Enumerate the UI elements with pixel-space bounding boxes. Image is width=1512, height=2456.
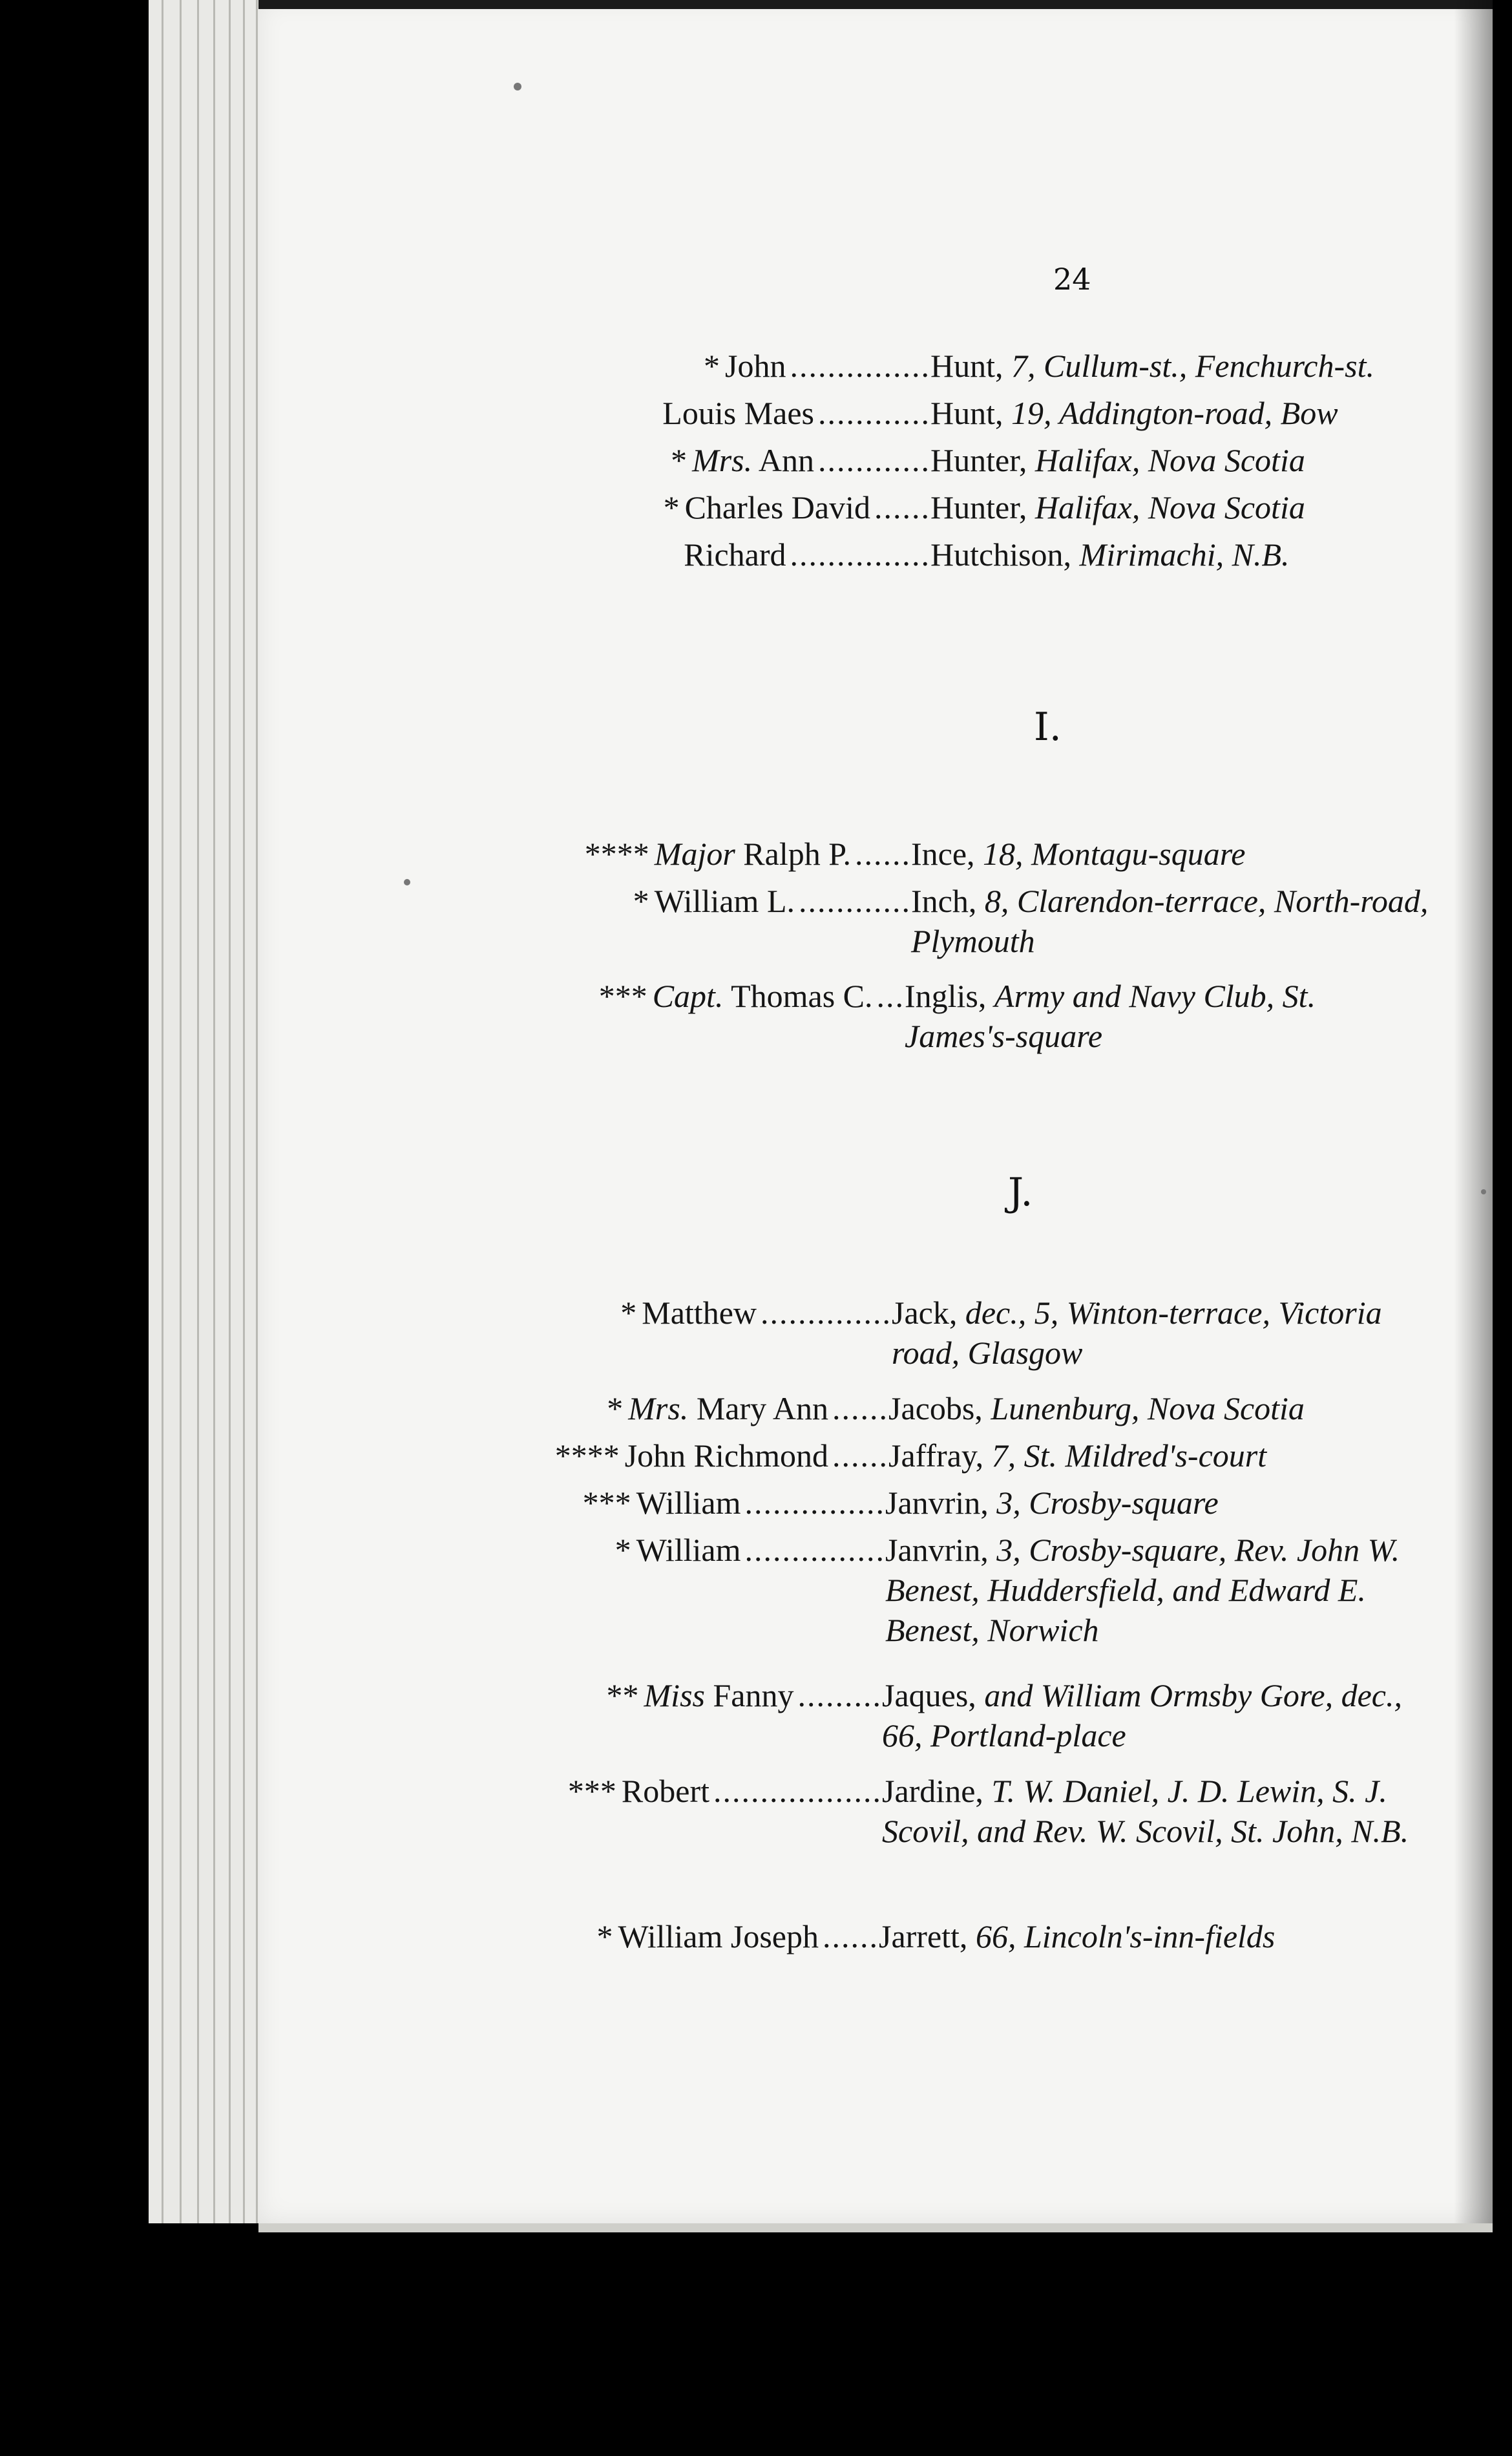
entry-given-name: Matthew [642, 1295, 757, 1331]
entry-leader-dots: ............... [744, 1485, 885, 1521]
ink-speck [1481, 1189, 1486, 1194]
entry-address [905, 976, 1434, 1056]
entry-surname: Jardine, [882, 1773, 983, 1809]
entry-address-text: Lunenburg, Nova Scotia [991, 1390, 1305, 1426]
entry-name [585, 834, 911, 874]
entry-leader-dots: ............... [790, 536, 930, 573]
entry-given-name: Ann [758, 442, 814, 478]
entry-address [885, 1530, 1415, 1650]
entry-address [882, 1771, 1412, 1851]
entry-address-text: Halifax, Nova Scotia [1034, 442, 1305, 478]
entry-given-name: William Joseph [618, 1918, 819, 1954]
section-heading-i: I. [1034, 704, 1062, 750]
edge-line [256, 0, 258, 2223]
entry-leader-dots: ............ [818, 442, 930, 478]
entry-name [583, 1483, 885, 1523]
entry-leader-dots: .............. [761, 1295, 892, 1331]
entry-leader-dots: ...... [874, 489, 930, 525]
entry-address-text: 7, Cullum-st., Fenchurch-st. [1011, 348, 1374, 384]
entry-stars: * [704, 348, 720, 384]
entry-stars: * [607, 1390, 624, 1426]
entry-leader-dots: .................. [713, 1773, 882, 1809]
entry-title: Miss [644, 1677, 705, 1713]
entry-name [633, 881, 911, 921]
entry-address [882, 1675, 1412, 1755]
entry-address [892, 1293, 1422, 1373]
entry-address-text: 3, Crosby-square, Rev. John W. Benest, Huddersfield, and Edward E. Benest, Norwich [885, 1532, 1400, 1648]
entry-surname: Inglis, [905, 978, 987, 1014]
entry-surname: Janvrin, [885, 1532, 989, 1568]
entry-given-name: Ralph P. [743, 836, 851, 872]
entry-address [930, 535, 1460, 575]
edge-line [243, 0, 245, 2223]
edge-line [213, 0, 215, 2223]
entry-name [620, 1293, 892, 1333]
entry-address [885, 1483, 1415, 1523]
entry-stars: * [614, 1532, 631, 1568]
edge-line [162, 0, 163, 2223]
entry-stars: * [596, 1918, 613, 1954]
entry-address-text: 3, Crosby-square [996, 1485, 1219, 1521]
entry-surname: Hutchison, [930, 536, 1072, 573]
entry-name [607, 1388, 888, 1428]
entry-address [911, 834, 1441, 874]
entry-name [664, 487, 930, 527]
ink-speck [514, 83, 521, 90]
entry-address-text: and William Ormsby Gore, dec., 66, Portland-place [882, 1677, 1402, 1753]
entry-given-name: Charles David [684, 489, 870, 525]
edge-line [229, 0, 231, 2223]
entry-address-text: Mirimachi, N.B. [1079, 536, 1290, 573]
entry-name [662, 393, 930, 433]
entry-title: Major [654, 836, 735, 872]
entry-stars: * [633, 883, 649, 919]
entry-surname: Jarrett, [879, 1918, 968, 1954]
entry-stars: * [671, 442, 688, 478]
entry-address [888, 1388, 1418, 1428]
entry-name [684, 535, 930, 575]
page-number: 24 [1053, 262, 1091, 297]
entry-leader-dots: ...... [823, 1918, 879, 1954]
entry-surname: Hunt, [930, 395, 1003, 431]
entry-name [607, 1675, 882, 1715]
entry-address-text: 66, Lincoln's-inn-fields [975, 1918, 1276, 1954]
entry-stars: **** [584, 836, 649, 872]
entry-given-name: John Richmond [624, 1437, 828, 1474]
entry-surname: Hunter, [930, 489, 1027, 525]
entry-address-text: Army and Navy Club, St. James's-square [905, 978, 1316, 1054]
entry-leader-dots: ............ [799, 883, 911, 919]
entry-address-text: 7, St. Mildred's-court [991, 1437, 1267, 1474]
entry-surname: Inch, [911, 883, 977, 919]
entry-leader-dots: ...... [855, 836, 911, 872]
entry-stars: *** [567, 1773, 616, 1809]
entry-name [555, 1435, 888, 1476]
entry-title: Mrs. [692, 442, 753, 478]
entry-name [704, 346, 930, 386]
entry-address-text: 18, Montagu-square [983, 836, 1246, 872]
entry-given-name: William [636, 1532, 741, 1568]
page-bottom-edge [258, 2223, 1493, 2232]
page-gutter-shadow [1454, 0, 1493, 2223]
entry-given-name: William [636, 1485, 741, 1521]
edge-line [197, 0, 199, 2223]
ink-speck [404, 879, 410, 885]
entry-name [568, 1771, 882, 1811]
entry-given-name: Thomas C. [731, 978, 873, 1014]
entry-address-text: Halifax, Nova Scotia [1034, 489, 1305, 525]
entry-leader-dots: ......... [797, 1677, 882, 1713]
entry-leader-dots: ............... [744, 1532, 885, 1568]
entry-surname: Jaques, [882, 1677, 976, 1713]
entry-stars: ** [606, 1677, 639, 1713]
entry-leader-dots: ...... [832, 1437, 888, 1474]
entry-given-name: Louis Maes [662, 395, 814, 431]
entry-name [615, 1530, 885, 1570]
entry-address-text: dec., 5, Winton-terrace, Victoria road, Glasgow [892, 1295, 1382, 1371]
entry-stars: **** [554, 1437, 620, 1474]
entry-address-text: 8, Clarendon-terrace, North-road, Plymouth [911, 883, 1429, 959]
entry-address [879, 1916, 1409, 1956]
book-fore-edges [149, 0, 268, 2223]
entry-address [911, 881, 1441, 961]
entry-address [930, 346, 1460, 386]
entry-leader-dots: ... [876, 978, 905, 1014]
entry-leader-dots: ............... [790, 348, 930, 384]
entry-address-text: 19, Addington-road, Bow [1011, 395, 1338, 431]
entry-surname: Ince, [911, 836, 975, 872]
entry-given-name: John [725, 348, 786, 384]
entry-address [930, 440, 1460, 480]
entry-name [671, 440, 930, 480]
entry-surname: Janvrin, [885, 1485, 989, 1521]
entry-given-name: Robert [621, 1773, 709, 1809]
entry-address [888, 1435, 1418, 1476]
entry-surname: Hunt, [930, 348, 1003, 384]
entry-given-name: Richard [684, 536, 786, 573]
entry-surname: Hunter, [930, 442, 1027, 478]
entry-leader-dots: ...... [832, 1390, 888, 1426]
entry-stars: *** [582, 1485, 631, 1521]
entry-leader-dots: ............ [818, 395, 930, 431]
entry-title: Mrs. [628, 1390, 689, 1426]
edge-line [180, 0, 182, 2223]
entry-stars: *** [598, 978, 647, 1014]
entry-surname: Jack, [892, 1295, 958, 1331]
entry-title: Capt. [652, 978, 724, 1014]
page-top-strip [258, 0, 1493, 9]
entry-given-name: Fanny [713, 1677, 794, 1713]
entry-given-name: William L. [654, 883, 795, 919]
entry-stars: * [663, 489, 680, 525]
entry-name [599, 976, 905, 1016]
entry-address [930, 487, 1460, 527]
entry-surname: Jacobs, [888, 1390, 983, 1426]
entry-address [930, 393, 1460, 433]
entry-name [597, 1916, 879, 1956]
entry-address-text: T. W. Daniel, J. D. Lewin, S. J. Scovil, and Rev. W. Scovil, St. John, N.B. [882, 1773, 1409, 1849]
section-heading-j: J. [1008, 1170, 1033, 1215]
entry-surname: Jaffray, [888, 1437, 984, 1474]
page-sheet [258, 0, 1493, 2223]
entry-stars: * [620, 1295, 637, 1331]
entry-given-name: Mary Ann [696, 1390, 828, 1426]
